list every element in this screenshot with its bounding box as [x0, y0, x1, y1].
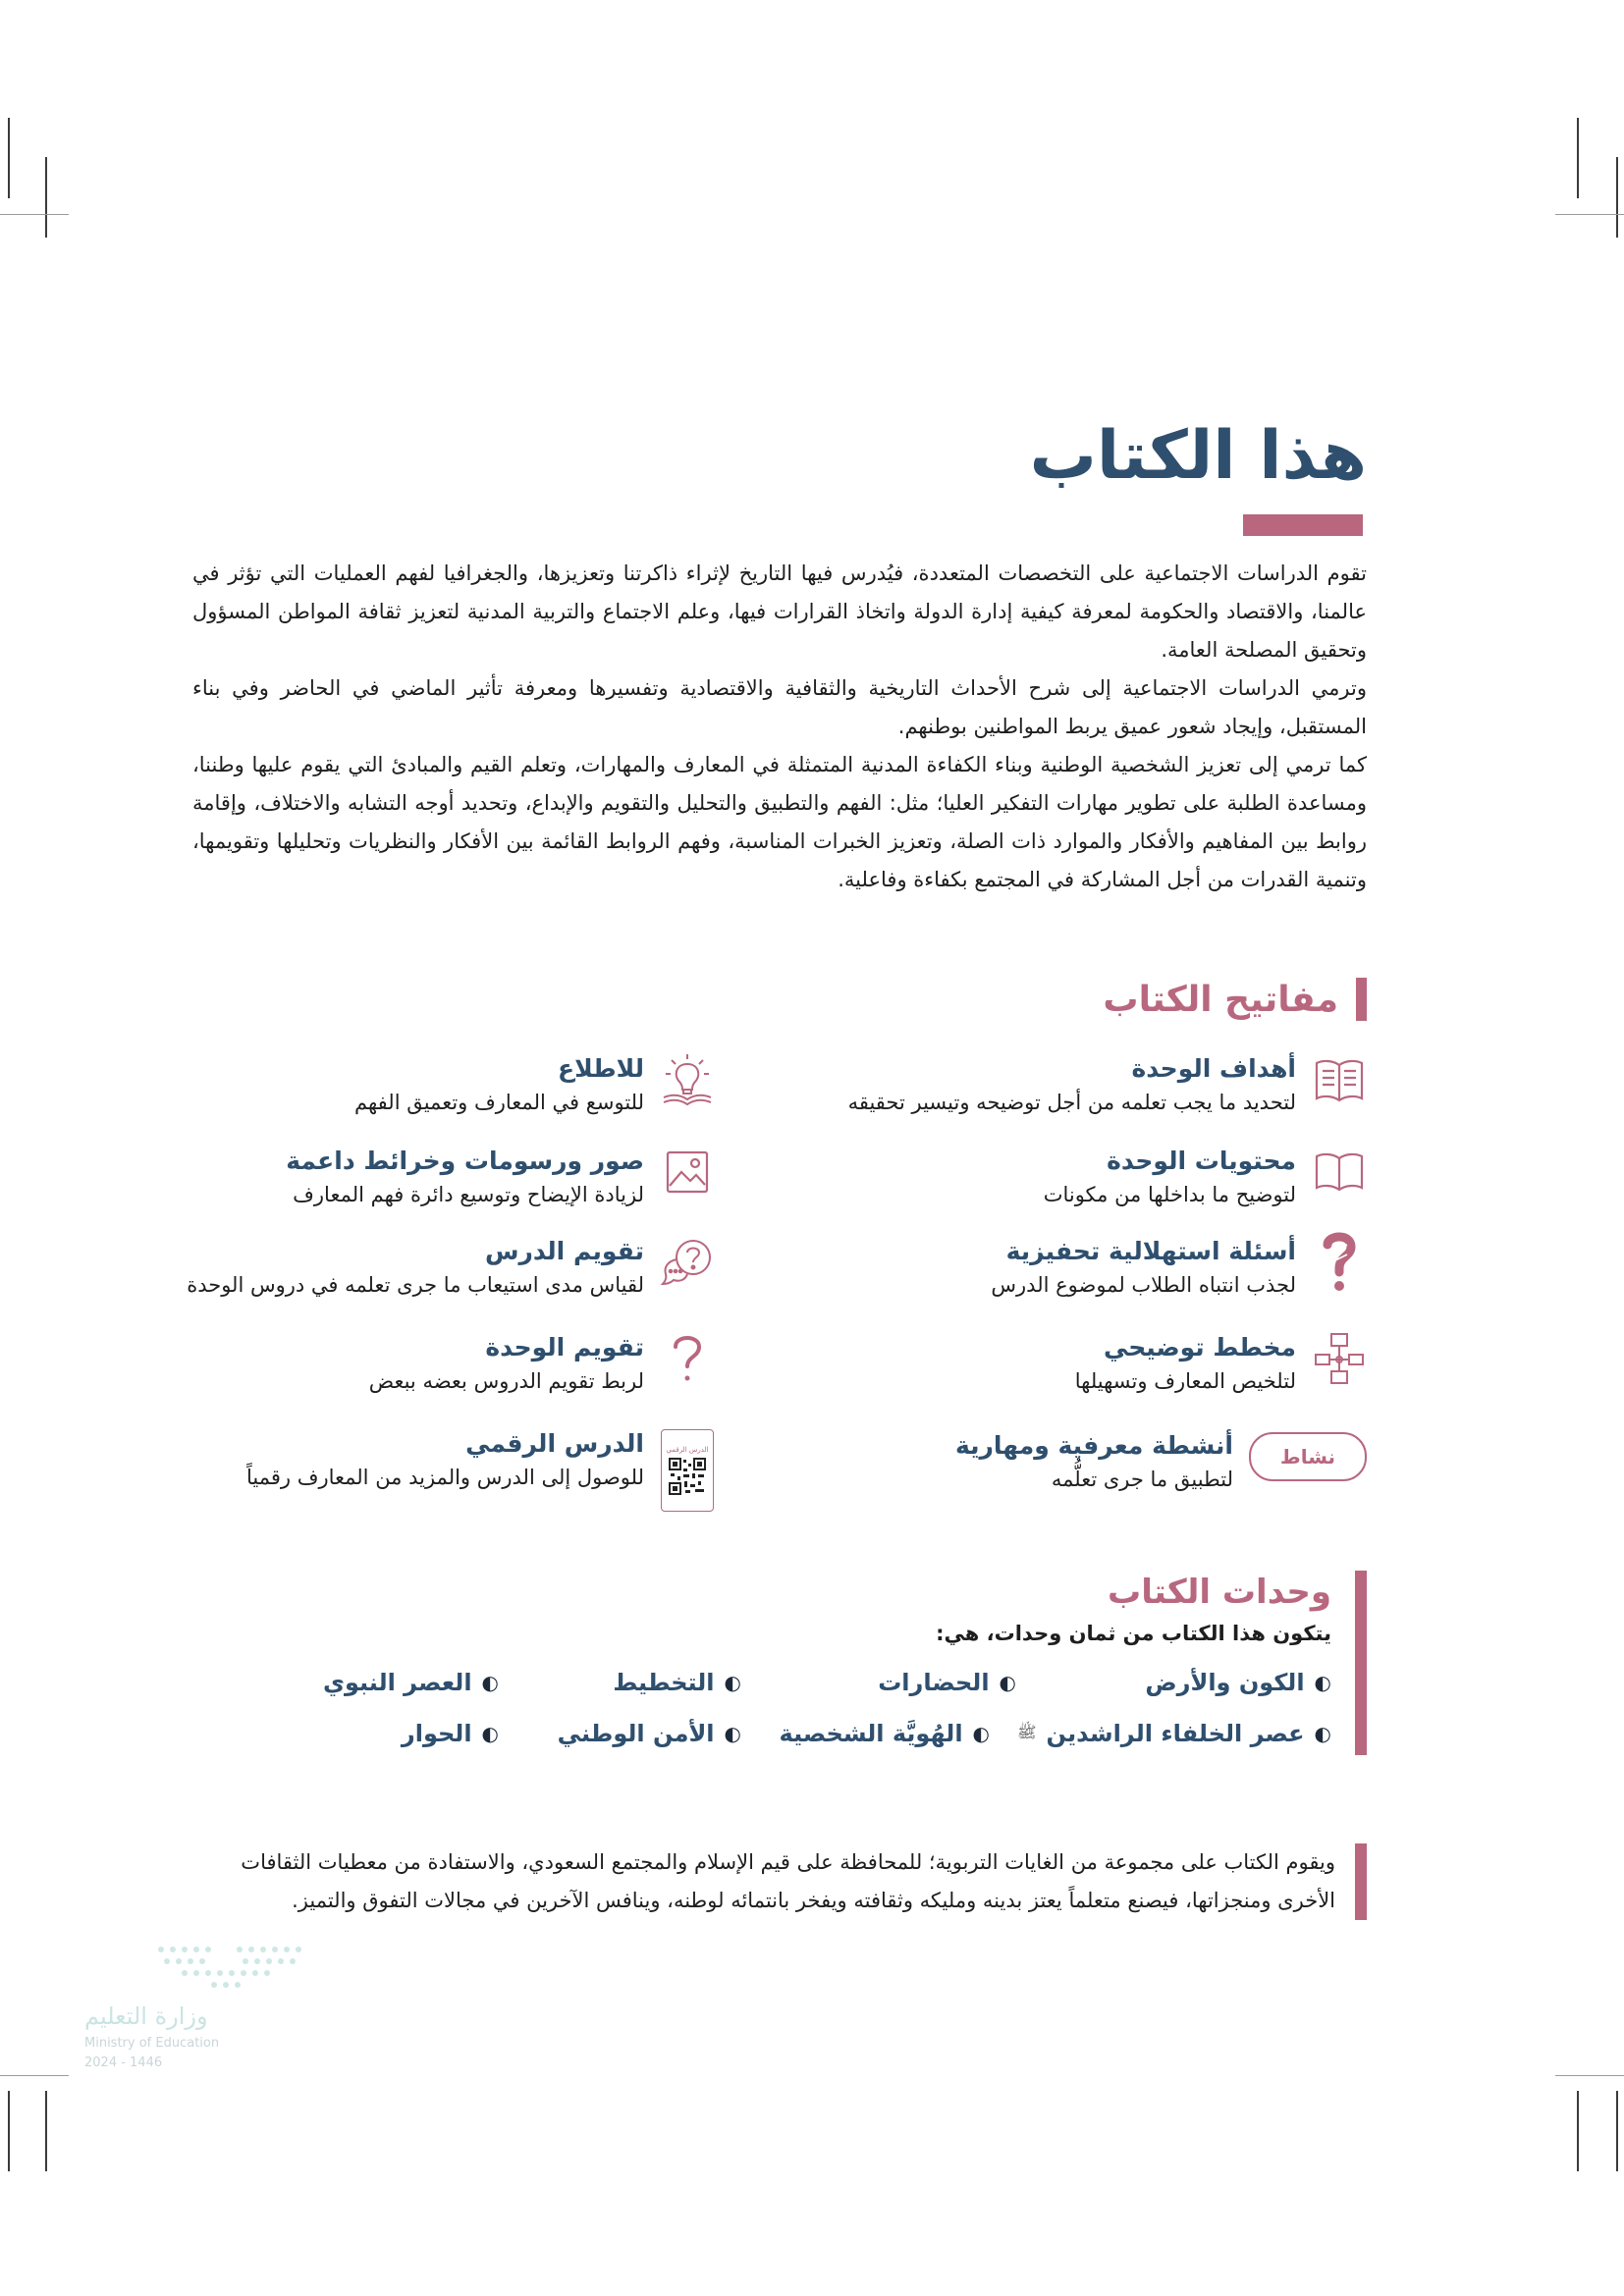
lightbulb-book-icon [660, 1052, 715, 1107]
unit-item [780, 1720, 990, 1747]
crop-mark [1577, 2091, 1579, 2171]
hook-question-icon [660, 1331, 715, 1386]
crop-mark [45, 157, 47, 238]
key-item [369, 1331, 715, 1398]
key-item [187, 1235, 715, 1302]
key-item [286, 1145, 715, 1211]
keys-heading-text: مفاتيح الكتاب [1103, 979, 1338, 1020]
intro-paragraph: وترمي الدراسات الاجتماعية إلى شرح الأحداث التاريخية والثقافية والاقتصادية وتفسيرها ومعرفة تأثير الماضي في الحاضر وفي بناء المستقبل، وإيجاد شعور عميق يربط المواطنين بوطنهم. [192, 676, 1367, 738]
unit-label: الأمن الوطني [557, 1720, 715, 1747]
key-desc: لجذب انتباه الطلاب لموضوع الدرس [991, 1273, 1296, 1297]
crop-mark [8, 2091, 10, 2171]
flowchart-icon [1312, 1331, 1367, 1386]
closing-text [236, 1843, 1367, 1920]
activity-badge-text: نشاط [1279, 1445, 1336, 1468]
key-item [1044, 1145, 1367, 1211]
units-intro: يتكون هذا الكتاب من ثمان وحدات، هي: [936, 1622, 1331, 1645]
key-desc: لتوضيح ما بداخلها من مكونات [1043, 1183, 1296, 1206]
ministry-name-ar: وزارة التعليم [84, 2002, 208, 2030]
key-item [1075, 1331, 1367, 1398]
key-desc: لتلخيص المعارف وتسهيلها [1074, 1369, 1296, 1393]
key-title: للاطلاع [558, 1054, 644, 1083]
key-title: أهداف الوحدة [1131, 1054, 1296, 1083]
crop-mark [1577, 118, 1579, 198]
unit-label: الحوار [401, 1720, 472, 1747]
key-item [354, 1052, 715, 1119]
key-desc: لزيادة الإيضاح وتوسيع دائرة فهم المعارف [293, 1183, 644, 1206]
ministry-year: 2024 - 1446 [84, 2056, 163, 2070]
key-title: مخطط توضيحي [1103, 1333, 1296, 1362]
half-circle-bullet-icon: ◐ [724, 1671, 741, 1694]
unit-item [1017, 1720, 1331, 1747]
half-circle-bullet-icon: ◐ [1314, 1671, 1331, 1694]
crop-mark [0, 214, 69, 215]
key-desc: لتطبيق ما جرى تعلُّمه [1051, 1468, 1233, 1491]
title-underline [1243, 514, 1363, 536]
half-circle-bullet-icon: ◐ [724, 1722, 741, 1745]
unit-label: الكون والأرض [1145, 1669, 1305, 1696]
page-title: هذا الكتاب [1029, 417, 1367, 495]
chat-question-icon [660, 1235, 715, 1290]
key-item [848, 1052, 1367, 1119]
key-item [955, 1429, 1367, 1496]
units-heading: وحدات الكتاب [1108, 1573, 1331, 1612]
heading-marker [1356, 978, 1367, 1021]
key-desc: للوصول إلى الدرس والمزيد من المعارف رقمياً [245, 1466, 644, 1489]
unit-label: عصر الخلفاء الراشدين [1046, 1720, 1305, 1747]
closing-line: الأخرى ومنجزاتها، فيصنع متعلماً يعتز بدينه ومليكه وثقافته ويفخر بانتمائه لوطنه، وينافس الآخرين في مجالات التفوق والتميز. [292, 1889, 1335, 1912]
key-desc: لقياس مدى استيعاب ما جرى تعلمه في دروس الوحدة [187, 1273, 644, 1297]
key-title: أنشطة معرفية ومهارية [954, 1431, 1233, 1460]
open-book-icon [1312, 1145, 1367, 1200]
image-icon [660, 1145, 715, 1200]
key-title: محتويات الوحدة [1107, 1147, 1296, 1175]
unit-label: الهُويَّة الشخصية [779, 1720, 963, 1747]
ministry-name-en: Ministry of Education [84, 2036, 220, 2051]
unit-label: الحضارات [878, 1669, 990, 1696]
crop-mark [0, 2075, 69, 2076]
qr-code-icon [660, 1427, 715, 1514]
open-book-lines-icon [1312, 1052, 1367, 1107]
unit-item [878, 1669, 1016, 1696]
key-title: تقويم الوحدة [485, 1333, 644, 1362]
closing-line: ويقوم الكتاب على مجموعة من الغايات التربوية؛ للمحافظة على قيم الإسلام والمجتمع السعودي، والاستفادة من معطيات الثقافات [241, 1850, 1335, 1874]
intro-paragraph: كما ترمي إلى تعزيز الشخصية الوطنية وبناء الكفاءة المدنية المتمثلة في المعارف والمهارات، وتعلم القيم والمبادئ التي يقوم عليها وطننا، ومساعدة الطلبة على تطوير مهارات التفكير العليا؛ مثل: الفهم والتطبيق والتحليل والتقويم والإبداع، وتحديد أوجه التشابه والاختلاف، وإقامة روابط بين المفاهيم والأفكار والموارد ذات الصلة، وتعزيز الخبرات المناسبة، وفهم الروابط القائمة بين الأفكار والنظريات وتحليلها وتقويمها، وتنمية القدرات من أجل المشاركة في المجتمع بكفاءة وفاعلية. [192, 753, 1367, 891]
key-desc: لربط تقويم الدروس بعضه ببعض [368, 1369, 644, 1393]
key-item [991, 1235, 1367, 1302]
activity-badge [1249, 1432, 1367, 1481]
half-circle-bullet-icon: ◐ [999, 1671, 1016, 1694]
key-title: أسئلة استهلالية تحفيزية [1005, 1237, 1296, 1265]
key-desc: للتوسع في المعارف وتعميق الفهم [354, 1091, 644, 1114]
keys-heading [1103, 978, 1367, 1021]
unit-item [1145, 1669, 1331, 1696]
half-circle-bullet-icon: ◐ [1314, 1722, 1331, 1745]
crop-mark [1555, 214, 1624, 215]
crop-mark [1616, 157, 1618, 238]
units-section [255, 1571, 1367, 1755]
key-desc: لتحديد ما يجب تعلمه من أجل توضيحه وتيسير تحقيقه [847, 1091, 1296, 1114]
question-mark-icon [1312, 1235, 1367, 1290]
ministry-dots-icon [151, 1942, 308, 1991]
unit-label: العصر النبوي [322, 1669, 472, 1696]
key-title: صور ورسومات وخرائط داعمة [286, 1147, 644, 1175]
qr-label: الدرس الرقمي [666, 1446, 709, 1454]
activity-tag-icon [1249, 1429, 1367, 1484]
key-title: تقويم الدرس [484, 1237, 644, 1265]
half-circle-bullet-icon: ◐ [972, 1722, 990, 1745]
honorific: ﷺ [1017, 1722, 1037, 1741]
intro-paragraph: تقوم الدراسات الاجتماعية على التخصصات المتعددة، فيُدرس فيها التاريخ لإثراء ذاكرتنا وتعزيزها، والجغرافيا لفهم العمليات التي تؤثر في عالمنا، والاقتصاد والحكومة لمعرفة كيفية إدارة الدولة واتخاذ القرارات فيها، وعلم الاجتماع والتربية المدنية لتعزيز ثقافة المواطن المسؤول وتحقيق المصلحة العامة. [192, 561, 1367, 662]
unit-item [613, 1669, 741, 1696]
crop-mark [1616, 2091, 1618, 2171]
unit-item [402, 1720, 499, 1747]
unit-item [558, 1720, 741, 1747]
half-circle-bullet-icon: ◐ [481, 1671, 499, 1694]
qr-frame [661, 1429, 714, 1512]
unit-item [323, 1669, 499, 1696]
ministry-logo [84, 1942, 310, 2079]
half-circle-bullet-icon: ◐ [481, 1722, 499, 1745]
crop-mark [8, 118, 10, 198]
key-title: الدرس الرقمي [465, 1429, 644, 1458]
crop-mark [1555, 2075, 1624, 2076]
intro-text [192, 555, 1367, 899]
crop-mark [45, 2091, 47, 2171]
unit-label: التخطيط [613, 1669, 715, 1696]
key-item [246, 1427, 715, 1514]
